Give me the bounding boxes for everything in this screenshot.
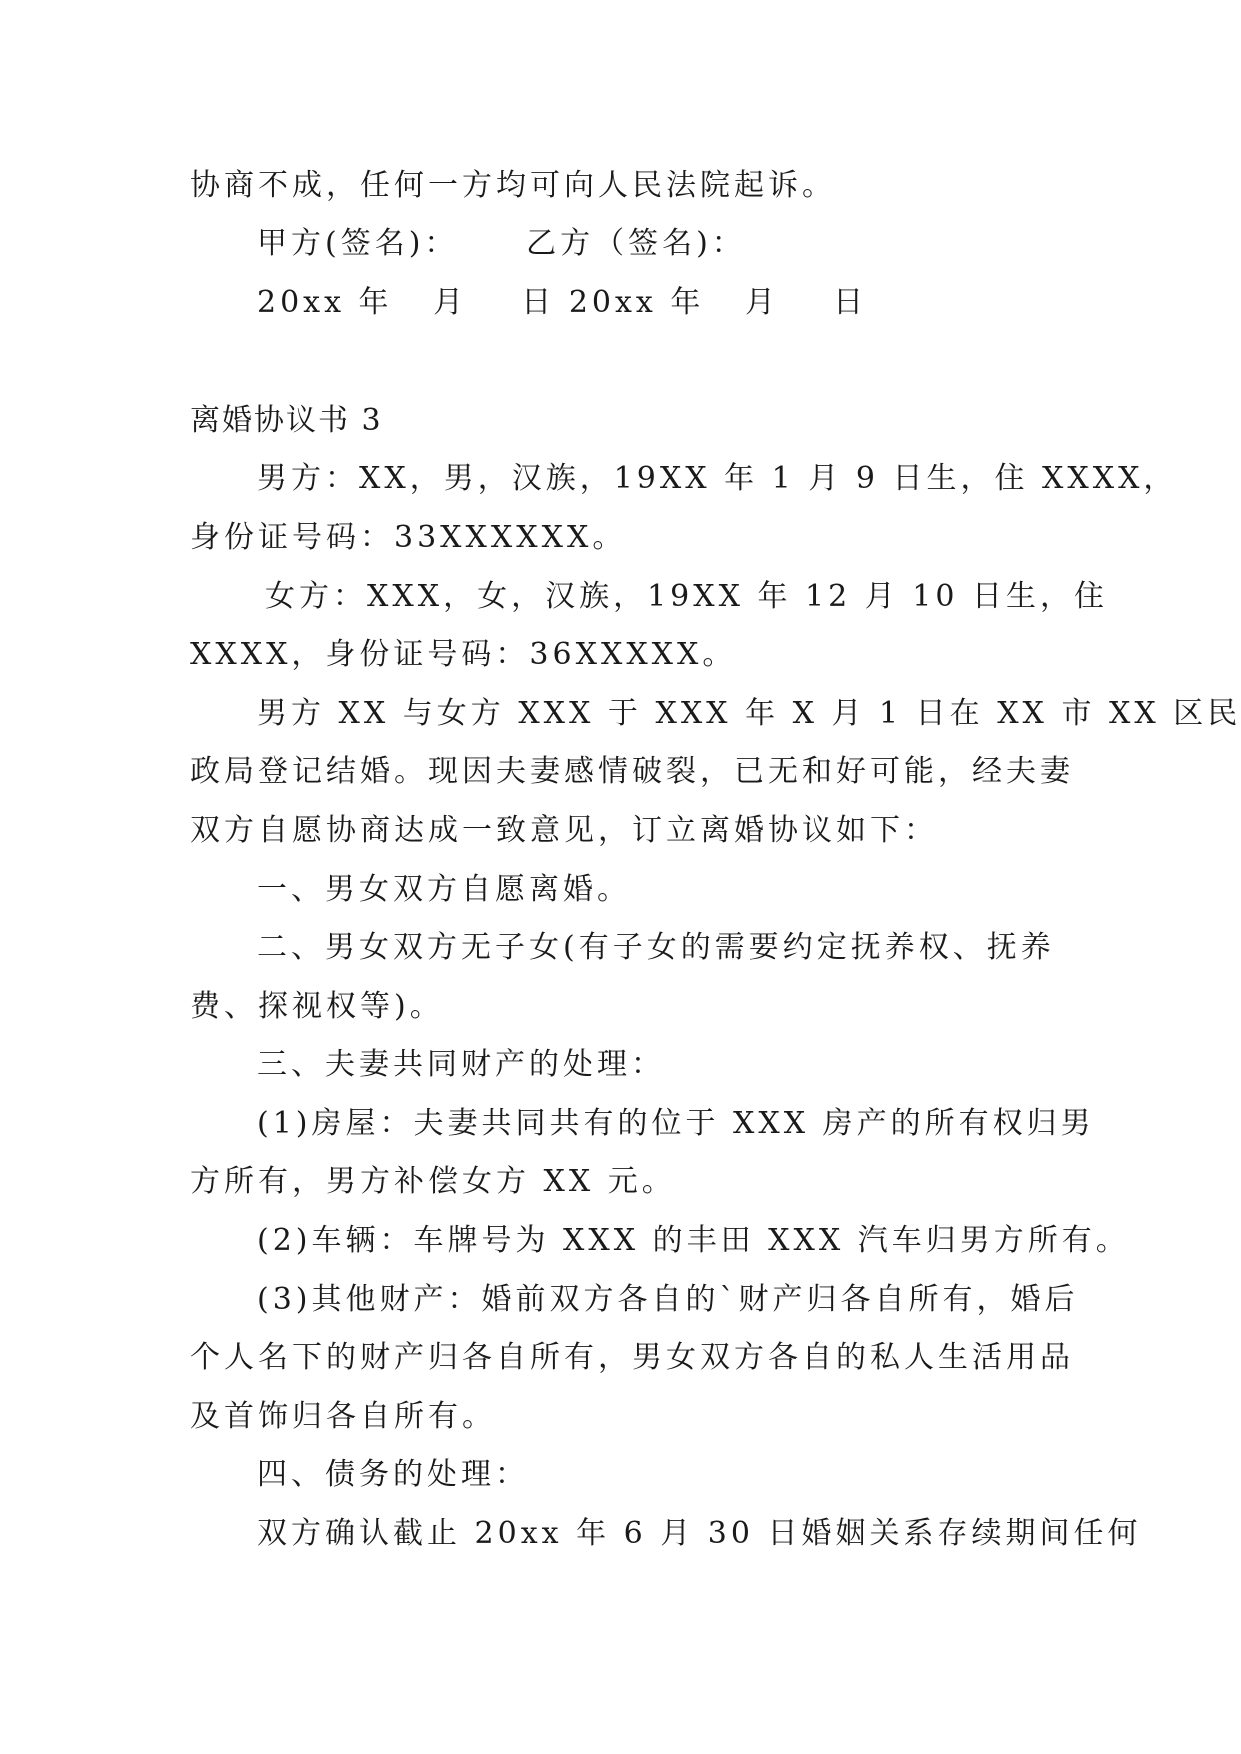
- text-line: 政局登记结婚。现因夫妻感情破裂，已无和好可能，经夫妻: [190, 754, 1074, 789]
- text-line: 女方：XXX，女，汉族，19XX 年 12 月 10 日生，住: [265, 579, 1108, 614]
- clause-line: (2)车辆：车牌号为 XXX 的丰田 XXX 汽车归男方所有。: [257, 1223, 1130, 1258]
- text-line: 双方自愿协商达成一致意见，订立离婚协议如下：: [190, 813, 938, 848]
- clause-line: 四、债务的处理：: [257, 1457, 529, 1492]
- text-line: 协商不成，任何一方均可向人民法院起诉。: [190, 168, 836, 203]
- date-line: 20xx 年 月 日 20xx 年 月 日: [257, 285, 868, 320]
- text-line: 身份证号码：33XXXXXX。: [190, 520, 627, 555]
- text-line: XXXX，身份证号码：36XXXXX。: [190, 637, 737, 672]
- clause-line: (3)其他财产：婚前双方各自的`财产归各自所有，婚后: [257, 1282, 1079, 1317]
- text-line: 及首饰归各自所有。: [190, 1399, 496, 1434]
- clause-line: 三、夫妻共同财产的处理：: [257, 1047, 665, 1082]
- text-line: 双方确认截止 20xx 年 6 月 30 日婚姻关系存续期间任何: [257, 1516, 1142, 1551]
- signature-line: 甲方(签名)： 乙方（签名)：: [257, 226, 746, 261]
- text-line: 男方 XX 与女方 XXX 于 XXX 年 X 月 1 日在 XX 市 XX 区民: [257, 696, 1241, 731]
- text-line: 方所有，男方补偿女方 XX 元。: [190, 1164, 676, 1199]
- text-line: 个人名下的财产归各自所有，男女双方各自的私人生活用品: [190, 1340, 1074, 1375]
- clause-line: 一、男女双方自愿离婚。: [257, 872, 631, 907]
- text-line: 男方：XX，男，汉族，19XX 年 1 月 9 日生，住 XXXX，: [257, 461, 1178, 496]
- text-line: 费、探视权等)。: [190, 989, 444, 1024]
- clause-line: 二、男女双方无子女(有子女的需要约定抚养权、抚养: [257, 930, 1055, 965]
- section-heading: 离婚协议书 3: [190, 403, 383, 438]
- clause-line: (1)房屋：夫妻共同共有的位于 XXX 房产的所有权归男: [257, 1106, 1095, 1141]
